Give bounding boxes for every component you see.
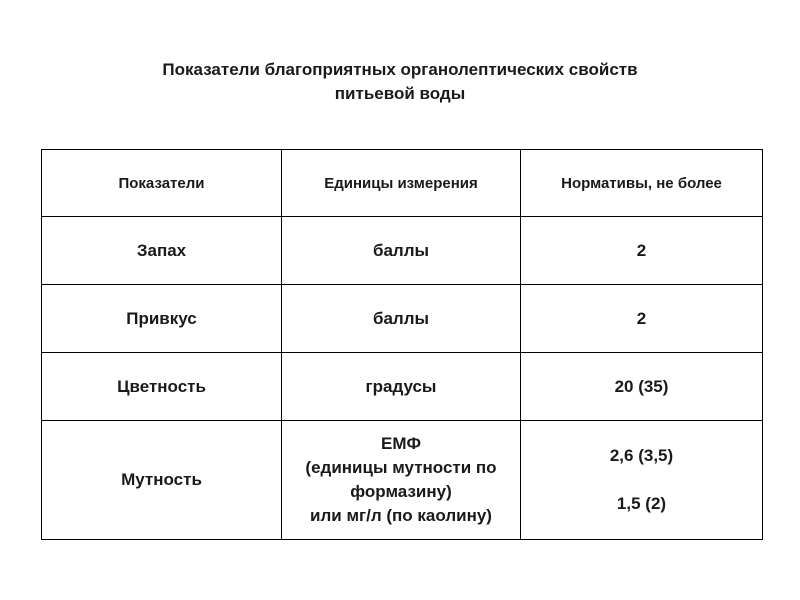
title-line-2: питьевой воды — [334, 84, 466, 103]
norms-table — [41, 149, 763, 540]
norm-line-kaolin: 1,5 (2) — [616, 494, 667, 513]
title-line-1: Показатели благоприятных органолептических свойств — [162, 60, 638, 79]
table-row-taste — [42, 285, 763, 353]
header-units: Единицы измерения — [282, 150, 521, 217]
cell-units: баллы — [282, 285, 521, 353]
table-row-color — [42, 353, 763, 421]
page-title — [0, 58, 800, 106]
cell-units-multiline — [282, 421, 521, 540]
units-line: ЕМФ — [380, 434, 421, 453]
cell-norm: 2 — [521, 285, 763, 353]
norm-line-formazin: 2,6 (3,5) — [609, 446, 674, 465]
units-line: (единицы мутности по — [305, 458, 497, 477]
units-line: или мг/л (по каолину) — [310, 506, 492, 525]
header-norm: Нормативы, не более — [521, 150, 763, 217]
cell-units: баллы — [282, 217, 521, 285]
cell-units: градусы — [282, 353, 521, 421]
cell-norm: 20 (35) — [521, 353, 763, 421]
table-row-smell — [42, 217, 763, 285]
header-indicator: Показатели — [42, 150, 282, 217]
cell-norm: 2 — [521, 217, 763, 285]
header-row — [42, 150, 763, 217]
cell-indicator: Привкус — [42, 285, 282, 353]
cell-norm-multiline — [521, 421, 763, 540]
cell-indicator: Мутность — [42, 421, 282, 540]
cell-indicator: Запах — [42, 217, 282, 285]
cell-indicator: Цветность — [42, 353, 282, 421]
table-row-turbidity — [42, 421, 763, 540]
units-line: формазину) — [350, 482, 452, 501]
